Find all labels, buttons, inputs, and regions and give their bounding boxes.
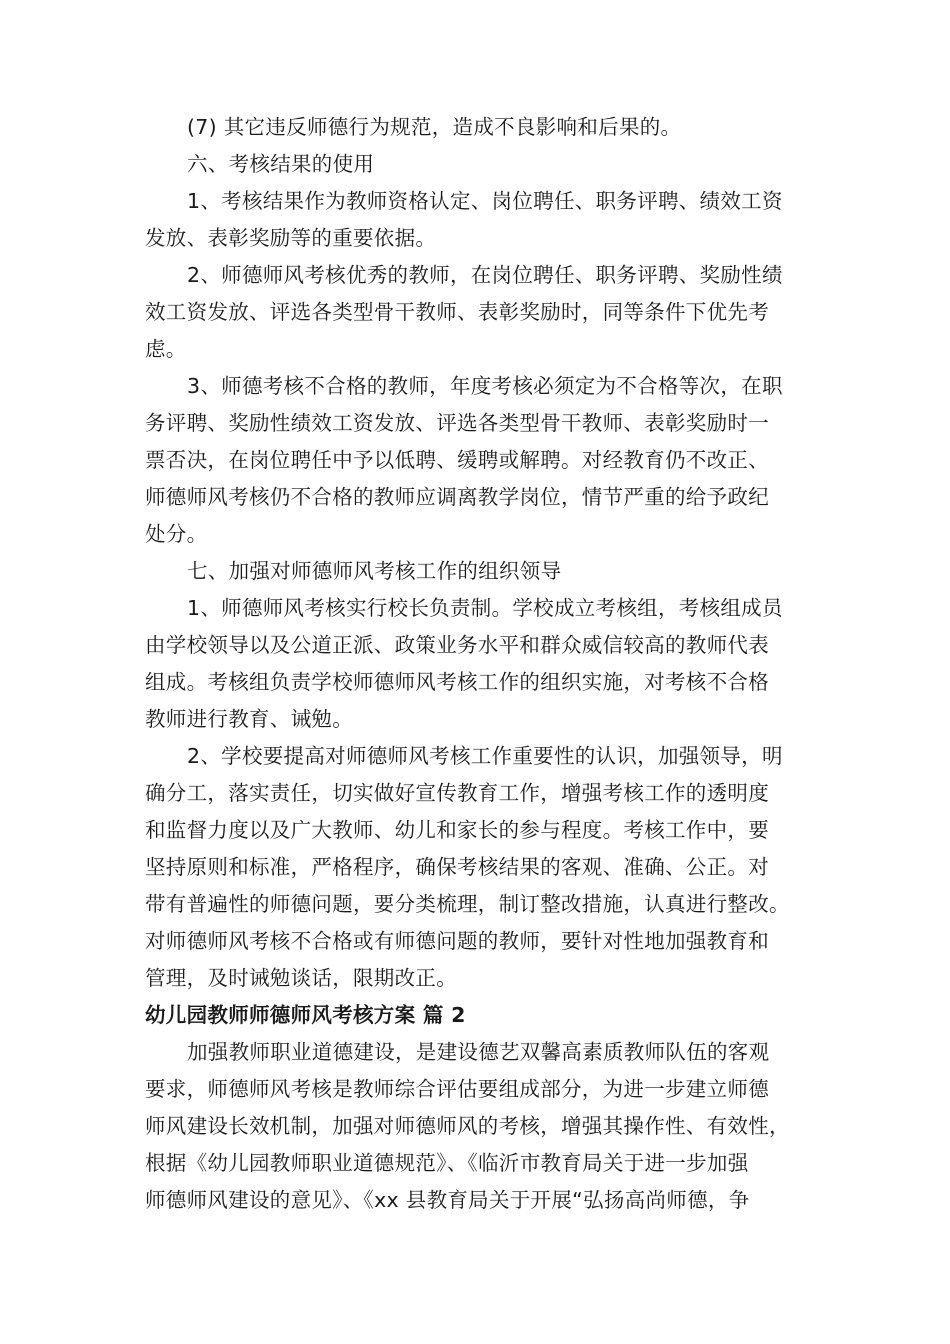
text-line: 虑。 — [145, 337, 187, 361]
text-line: 对师德师风考核不合格或有师德问题的教师，要针对性地加强教育和 — [145, 929, 769, 953]
text-line: 六、考核结果的使用 — [187, 152, 375, 176]
text-line: 管理，及时诫勉谈话，限期改正。 — [145, 966, 457, 990]
document-body — [145, 109, 825, 1219]
text-line: 组成。考核组负责学校师德师风考核工作的组织实施，对考核不合格 — [145, 670, 769, 694]
text-line: 由学校领导以及公道正派、政策业务水平和群众威信较高的教师代表 — [145, 633, 769, 657]
text-line: 师德师风考核仍不合格的教师应调离教学岗位，情节严重的给予政纪 — [145, 485, 769, 509]
text-line: 效工资发放、评选各类型骨干教师、表彰奖励时，同等条件下优先考 — [145, 300, 769, 324]
text-line: 七、加强对师德师风考核工作的组织领导 — [187, 559, 562, 583]
text-line: 处分。 — [145, 522, 208, 546]
text-line: 根据《幼儿园教师职业道德规范》、《临沂市教育局关于进一步加强 — [145, 1151, 749, 1175]
text-line: 师德师风建设的意见》、《xx 县教育局关于开展“弘扬高尚师德，争 — [145, 1188, 750, 1212]
text-line: 票否决，在岗位聘任中予以低聘、缓聘或解聘。对经教育仍不改正、 — [145, 448, 769, 472]
text-line: 1、考核结果作为教师资格认定、岗位聘任、职务评聘、绩效工资 — [187, 189, 783, 213]
text-line: 加强教师职业道德建设，是建设德艺双馨高素质教师队伍的客观 — [187, 1040, 770, 1064]
text-line: 2、学校要提高对师德师风考核工作重要性的认识，加强领导，明 — [187, 744, 783, 768]
text-line: 师风建设长效机制，加强对师德师风的考核，增强其操作性、有效性， — [145, 1114, 790, 1138]
text-line: 3、师德考核不合格的教师，年度考核必须定为不合格等次，在职 — [187, 374, 783, 398]
text-line: 1、师德师风考核实行校长负责制。学校成立考核组，考核组成员 — [187, 596, 783, 620]
text-line: 和监督力度以及广大教师、幼儿和家长的参与程度。考核工作中，要 — [145, 818, 769, 842]
section-heading: 幼儿园教师师德师风考核方案 篇 2 — [145, 1003, 466, 1027]
text-line: 务评聘、奖励性绩效工资发放、评选各类型骨干教师、表彰奖励时一 — [145, 411, 769, 435]
text-line: 要求，师德师风考核是教师综合评估要组成部分，为进一步建立师德 — [145, 1077, 769, 1101]
text-line: 坚持原则和标准，严格程序，确保考核结果的客观、准确、公正。对 — [145, 855, 769, 879]
text-line: 教师进行教育、诫勉。 — [145, 707, 353, 731]
text-line: 带有普遍性的师德问题，要分类梳理，制订整改措施，认真进行整改。 — [145, 892, 790, 916]
text-line: 发放、表彰奖励等的重要依据。 — [145, 226, 437, 250]
text-line: 2、师德师风考核优秀的教师，在岗位聘任、职务评聘、奖励性绩 — [187, 263, 783, 287]
text-line: (7) 其它违反师德行为规范，造成不良影响和后果的。 — [187, 115, 682, 139]
text-line: 确分工，落实责任，切实做好宣传教育工作，增强考核工作的透明度 — [145, 781, 769, 805]
